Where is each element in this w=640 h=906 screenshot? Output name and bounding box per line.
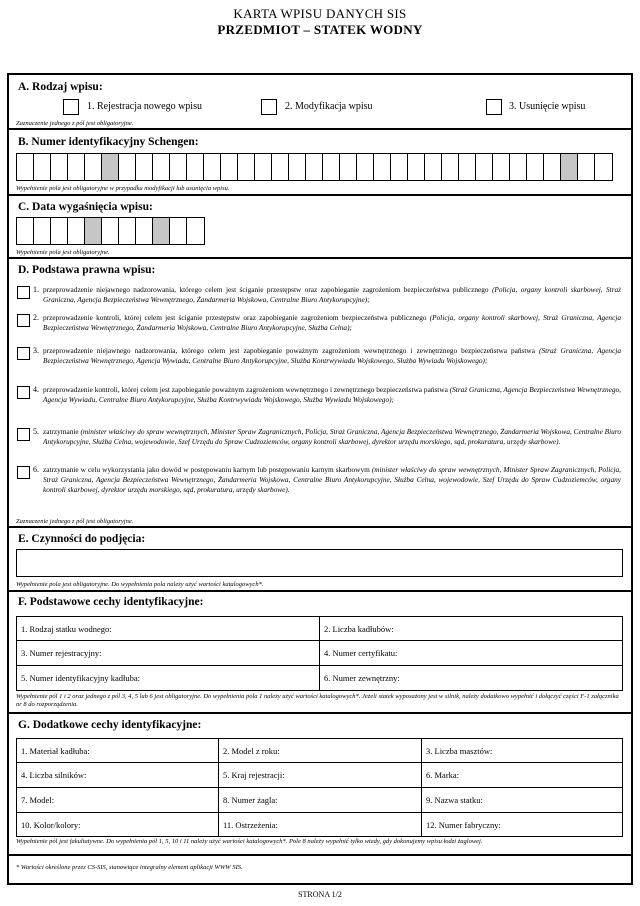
schengen-id-cell	[561, 154, 578, 180]
schengen-id-cell[interactable]	[119, 154, 136, 180]
actions-input[interactable]	[16, 549, 623, 577]
label-new-entry: 1. Rejestracja nowego wpisu	[87, 101, 202, 112]
field-external-number[interactable]: 6. Numer zewnętrzny:	[320, 666, 623, 691]
form-title: KARTA WPISU DANYCH SIS	[233, 6, 407, 21]
schengen-id-cell[interactable]	[391, 154, 408, 180]
section-c-note: Wypełnienie pola jest obligatoryjne.	[16, 249, 110, 256]
label-modify-entry: 2. Modyfikacja wpisu	[285, 101, 373, 112]
additional-features-table	[16, 738, 623, 837]
checkbox-modify-entry[interactable]	[261, 99, 277, 115]
expiry-date-cell[interactable]	[170, 218, 187, 244]
section-c-title: C. Data wygaśnięcia wpisu:	[18, 201, 153, 213]
expiry-date-cell[interactable]	[187, 218, 204, 244]
schengen-id-cell[interactable]	[153, 154, 170, 180]
section-e	[9, 528, 631, 592]
section-b-title: B. Numer identyfikacyjny Schengen:	[18, 136, 199, 148]
basic-features-table	[16, 616, 623, 691]
section-g-note: Wypełnienie pól jest fakultatywne. Do wypełnienia pól 1, 5, 10 i 11 należy użyć wartości katalogowych*. Pole 8 należy wypełnić tylko wtedy, gdy dokonujemy wpisu łodzi żaglowej.	[16, 838, 483, 845]
schengen-id-cell	[102, 154, 119, 180]
legal-basis-text-4: przeprowadzenie kontroli, której celem jest zapobieganie poważnym zagrożeniom wewnętrznego i zewnętrznego bezpieczeństwa państwa (Straż Graniczna, Agencja Bezpieczeństwa Wewnętrznego, Agencja Wywiadu, Centralne Biuro Antykorupcyjne, Służba Kontrwywiadu Wojskowego, Służba Wywiadu Wojskowego);	[43, 385, 621, 404]
legal-basis-checkbox-1[interactable]	[17, 286, 30, 299]
checkbox-delete-entry[interactable]	[486, 99, 502, 115]
expiry-date-cell[interactable]	[51, 218, 68, 244]
legal-basis-num-3: 3.	[33, 346, 39, 355]
schengen-id-cell[interactable]	[204, 154, 221, 180]
schengen-id-cell[interactable]	[170, 154, 187, 180]
schengen-id-cell[interactable]	[476, 154, 493, 180]
section-a	[9, 75, 631, 130]
schengen-id-cell[interactable]	[527, 154, 544, 180]
legal-basis-text-3: przeprowadzenie niejawnego nadzorowania, którego celem jest zapobieganie poważnym zagrożeniom wewnętrznego i zewnętrznego bezpieczeństwa państwa (Straż Graniczna, Agencja Bezpieczeństwa Wewnętrznego, Agencja Wywiadu, Centralne Biuro Antykorupcyjne, Służba Kontrwywiadu Wojskowego, Służba Wywiadu Wojskowego);	[43, 346, 621, 365]
schengen-id-cell[interactable]	[51, 154, 68, 180]
section-e-title: E. Czynności do podjęcia:	[18, 533, 146, 545]
schengen-id-cell[interactable]	[459, 154, 476, 180]
form-frame	[7, 73, 633, 885]
field-colors[interactable]: 10. Kolor/kolory:	[17, 813, 219, 837]
legal-basis-checkbox-2[interactable]	[17, 314, 30, 327]
section-f-note: Wypełnienie pól 1 i 2 oraz jednego z pól 3, 4, 5 lub 6 jest obligatoryjne. Do wypełnienia pola 1 należy użyć wartości katalogowych*. Jeżeli statek wyposażony jest w silnik, należy dodatkowo wypełnić i dołączyć części F-1 załącznika nr 8 do rozporządzenia.	[16, 693, 619, 708]
expiry-date-cell[interactable]	[119, 218, 136, 244]
section-b	[9, 130, 631, 196]
legal-basis-num-2: 2.	[33, 313, 39, 322]
section-f	[9, 592, 631, 714]
page-number: STRONA 1/2	[298, 890, 342, 899]
legal-basis-text-1: przeprowadzenie niejawnego nadzorowania, którego celem jest ściganie przestępstw oraz zapobieganie zagrożeniom bezpieczeństwa publicznego (Policja, organy kontroli skarbowej, Straż Graniczna, Agencja Bezpieczeństwa Wewnętrznego, Żandarmeria Wojskowa, Centralne Biuro Antykorupcyjne);	[43, 285, 621, 304]
section-d-title: D. Podstawa prawna wpisu:	[18, 264, 156, 276]
schengen-id-cell[interactable]	[323, 154, 340, 180]
catalog-footnote: * Wartości określone przez CS-SIS, stanowiące integralny element aplikacji WWW SIS.	[16, 864, 243, 871]
schengen-id-cell[interactable]	[34, 154, 51, 180]
expiry-date-cell	[153, 218, 170, 244]
schengen-id-cell[interactable]	[578, 154, 595, 180]
section-e-note: Wypełnienie pola jest obligatoryjne. Do wypełnienia pola należy użyć wartości katalogowych*.	[16, 581, 264, 588]
field-model-year[interactable]: 2. Model z roku:	[219, 739, 422, 763]
schengen-id-cell[interactable]	[374, 154, 391, 180]
legal-basis-num-1: 1.	[33, 285, 39, 294]
legal-basis-text-6: zatrzymanie w celu wykorzystania jako dowód w postępowaniu karnym lub postępowaniu karnym skarbowym (minister właściwy do spraw wewnętrznych, Minister Spraw Zagranicznych, Policja, Straż Graniczna, Agencja Bezpieczeństwa Wewnętrznego, Żandarmeria Wojskowa, Centralne Biuro Antykorupcyjne, Służba Celna, wojewodowie, Szef Urzędu do Spraw Cudzoziemców, organy kontroli skarbowej, dyrektor urzędu morskiego, sąd, prokuratura, urzędy skarbowe).	[43, 465, 621, 494]
field-registration-country[interactable]: 5. Kraj rejestracji:	[219, 763, 422, 788]
schengen-id-cell[interactable]	[17, 154, 34, 180]
schengen-id-cell[interactable]	[68, 154, 85, 180]
field-serial-number[interactable]: 12. Numer fabryczny:	[422, 813, 623, 837]
field-engine-count[interactable]: 4. Liczba silników:	[17, 763, 219, 788]
legal-basis-checkbox-4[interactable]	[17, 386, 30, 399]
checkbox-new-entry[interactable]	[63, 99, 79, 115]
form-subtitle: PRZEDMIOT – STATEK WODNY	[217, 22, 423, 37]
field-make[interactable]: 6. Marka:	[422, 763, 623, 788]
section-d	[9, 259, 631, 528]
field-certificate-number[interactable]: 4. Numer certyfikatu:	[320, 641, 623, 666]
section-a-title: A. Rodzaj wpisu:	[18, 81, 103, 93]
section-g	[9, 714, 631, 856]
expiry-date-cell[interactable]	[68, 218, 85, 244]
schengen-id-cell[interactable]	[357, 154, 374, 180]
footnote-section	[9, 856, 631, 883]
schengen-id-cell[interactable]	[255, 154, 272, 180]
field-vessel-type[interactable]: 1. Rodzaj statku wodnego:	[17, 617, 320, 641]
field-registration-number[interactable]: 3. Numer rejestracyjny:	[17, 641, 320, 666]
schengen-id-cell[interactable]	[340, 154, 357, 180]
section-d-note: Zaznaczenie jednego z pól jest obligatoryjne.	[16, 518, 134, 525]
schengen-id-cell[interactable]	[425, 154, 442, 180]
schengen-id-cell[interactable]	[187, 154, 204, 180]
schengen-id-cell[interactable]	[544, 154, 561, 180]
schengen-id-cell[interactable]	[85, 154, 102, 180]
legal-basis-text-5: zatrzymanie (minister właściwy do spraw wewnętrznych, Minister Spraw Zagranicznych, Policja, Straż Graniczna, Agencja Bezpieczeństwa Wewnętrznego, Żandarmeria Wojskowa, Centralne Biuro Antykorupcyjne, Służba Celna, wojewodowie, Szef Urzędu do Spraw Cudzoziemców, organy kontroli skarbowej, dyrektor urzędu morskiego, sąd, prokuratura, urzędy skarbowe).	[43, 427, 621, 446]
field-hull-count[interactable]: 2. Liczba kadłubów:	[320, 617, 623, 641]
field-model[interactable]: 7. Model:	[17, 788, 219, 813]
legal-basis-checkbox-6[interactable]	[17, 466, 30, 479]
schengen-id-cell[interactable]	[493, 154, 510, 180]
expiry-date-cell[interactable]	[34, 218, 51, 244]
section-b-note: Wypełnienie pola jest obligatoryjne w przypadku modyfikacji lub usunięcia wpisu.	[16, 185, 230, 192]
expiry-date-cell[interactable]	[136, 218, 153, 244]
legal-basis-text-2: przeprowadzenie kontroli, której celem jest ściganie przestępstw oraz zapobieganie zagrożeniom bezpieczeństwa publicznego (Policja, organy kontroli skarbowej, Straż Graniczna, Agencja Bezpieczeństwa Wewnętrznego, Żandarmeria Wojskowa, Centralne Biuro Antykorupcyjne, Służba Celna);	[43, 313, 621, 332]
section-c	[9, 196, 631, 259]
field-sail-number[interactable]: 8. Numer żagla:	[219, 788, 422, 813]
schengen-id-cell[interactable]	[595, 154, 612, 180]
field-hull-id-number[interactable]: 5. Numer identyfikacyjny kadłuba:	[17, 666, 320, 691]
field-hull-material[interactable]: 1. Materiał kadłuba:	[17, 739, 219, 763]
schengen-id-cell[interactable]	[272, 154, 289, 180]
field-vessel-name[interactable]: 9. Nazwa statku:	[422, 788, 623, 813]
schengen-id-cell[interactable]	[289, 154, 306, 180]
expiry-date-cell[interactable]	[17, 218, 34, 244]
schengen-id-cell[interactable]	[238, 154, 255, 180]
legal-basis-checkbox-5[interactable]	[17, 428, 30, 441]
expiry-date-cell[interactable]	[102, 218, 119, 244]
field-warnings[interactable]: 11. Ostrzeżenia:	[219, 813, 422, 837]
section-f-title: F. Podstawowe cechy identyfikacyjne:	[18, 596, 204, 608]
legal-basis-num-4: 4.	[33, 385, 39, 394]
schengen-id-cell[interactable]	[221, 154, 238, 180]
legal-basis-num-5: 5.	[33, 427, 39, 436]
schengen-id-cells[interactable]	[16, 153, 613, 181]
label-delete-entry: 3. Usunięcie wpisu	[509, 101, 586, 112]
legal-basis-num-6: 6.	[33, 465, 39, 474]
expiry-date-cell	[85, 218, 102, 244]
expiry-date-cells[interactable]	[16, 217, 205, 245]
section-g-title: G. Dodatkowe cechy identyfikacyjne:	[18, 719, 202, 731]
schengen-id-cell[interactable]	[408, 154, 425, 180]
schengen-id-cell[interactable]	[510, 154, 527, 180]
schengen-id-cell[interactable]	[442, 154, 459, 180]
field-mast-count[interactable]: 3. Liczba masztów:	[422, 739, 623, 763]
section-a-note: Zaznaczenie jednego z pól jest obligatoryjne.	[16, 120, 134, 127]
legal-basis-checkbox-3[interactable]	[17, 347, 30, 360]
schengen-id-cell[interactable]	[306, 154, 323, 180]
schengen-id-cell[interactable]	[136, 154, 153, 180]
